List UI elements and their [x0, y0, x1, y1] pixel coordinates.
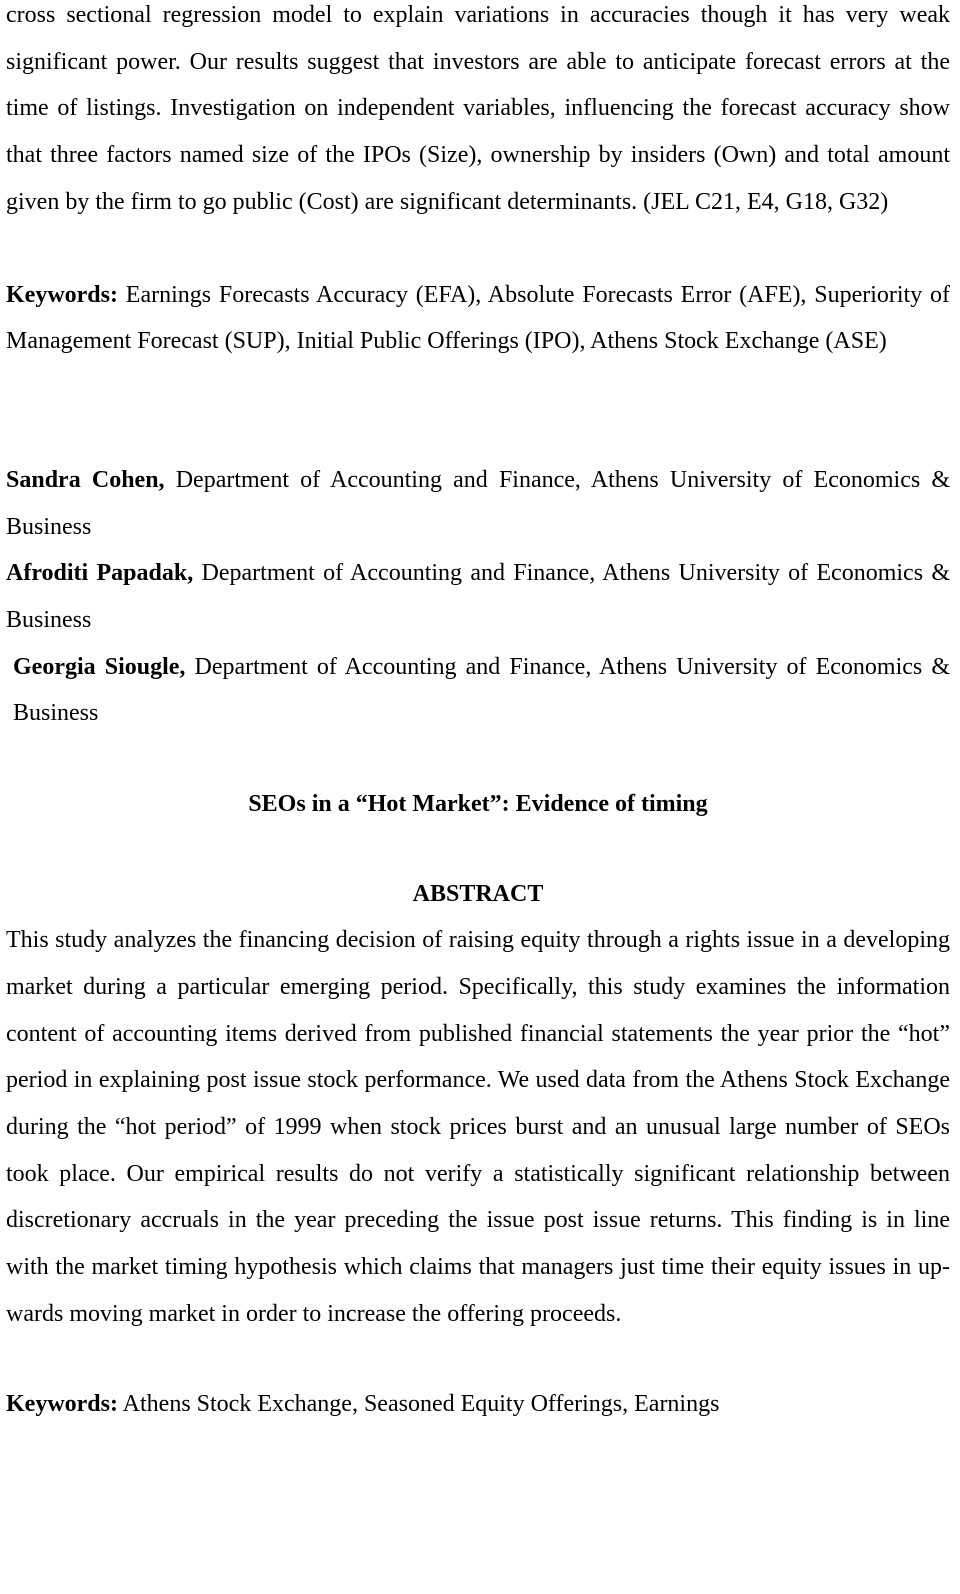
keywords-label: Keywords: [6, 281, 118, 308]
author-affiliation: Department of Accounting and Finance, Athens University of Economics & Business [13, 653, 951, 727]
keywords-text: Earnings Forecasts Accuracy (EFA), Absolute Forecasts Error (AFE), Superiority of Management Forecast (SUP), Initial Public Offerings (IPO), Athens Stock Exchange (ASE) [6, 281, 951, 355]
abstract-heading: ABSTRACT [412, 881, 544, 908]
abstract-paragraph: This study analyzes the financing decision of raising equity through a rights issue in a developing market during a particular emerging period. Specifically, this study examines the information content of accounting items derived from published financial statements the year prior the “hot” period in explaining post issue stock performance. We used data from the Athens Stock Exchange during the “hot period” of 1999 when stock prices burst and an unusual large number of SEOs took place. Our empirical results do not verify a statistically significant relationship between discretionary accruals in the year preceding the issue post issue returns. This finding is in line with the market timing hypothesis which claims that managers just time their equity issues in up-wards moving market in order to increase the offering proceeds. [6, 927, 950, 1327]
intro-paragraph: cross sectional regression model to explain variations in accuracies though it has very weak significant power. Our results suggest that investors are able to anticipate forecast errors at the time of listings. Investigation on independent variables, influencing the forecast accuracy show that three factors named size of the IPOs (Size), ownership by insiders (Own) and total amount given by the firm to go public (Cost) are significant determinants. (JEL C21, E4, G18, G32) [6, 2, 950, 215]
author-name: Afroditi Papadak, [6, 560, 194, 587]
author-list [6, 457, 950, 737]
author-entry [6, 550, 950, 643]
keywords-block-1 [6, 272, 950, 365]
paper-title: SEOs in a “Hot Market”: Evidence of timing [248, 791, 708, 818]
keywords-block-2 [6, 1381, 950, 1428]
author-name: Sandra Cohen, [6, 466, 165, 493]
author-name: Georgia Siougle, [13, 653, 186, 680]
keywords-label: Keywords: [6, 1391, 118, 1418]
author-entry [6, 457, 950, 550]
keywords-text: Athens Stock Exchange, Seasoned Equity Offerings, Earnings [122, 1391, 720, 1418]
author-entry [6, 644, 950, 737]
author-affiliation: Department of Accounting and Finance, Athens University of Economics & Business [6, 560, 951, 634]
author-affiliation: Department of Accounting and Finance, Athens University of Economics & Business [6, 466, 951, 540]
